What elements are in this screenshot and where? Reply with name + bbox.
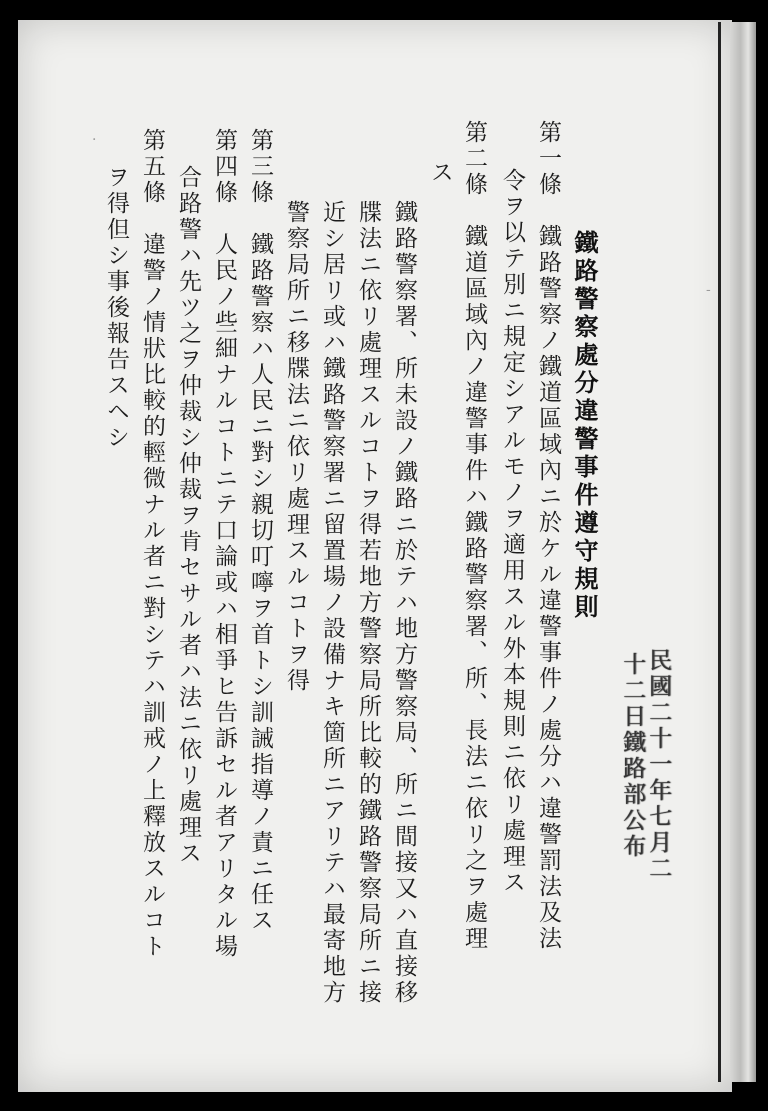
article-3: 第三條 鐵路警察ハ人民ニ對シ親切叮嚀ヲ首トシ訓誡指導ノ責ニ任ス [247, 128, 273, 934]
article-4-line-1: 第四條 人民ノ些細ナルコトニテ口論或ハ相爭ヒ告訴セル者アリタル場 [211, 128, 237, 960]
article-2-line-3: 鐵路警察署、所未設ノ鐵路ニ於テハ地方警察局、所ニ間接又ハ直接移 [391, 200, 417, 1006]
scan-speck: · [92, 132, 97, 148]
article-1-line-1: 第一條 鐵路警察ノ鐵道區域內ニ於ケル違警事件ノ處分ハ違警罰法及法 [535, 120, 561, 952]
adjacent-page-edge [730, 22, 756, 1082]
promulgation-date-line-2: 十二日鐵路部公布 [619, 652, 645, 860]
article-4-line-2: 合路警ハ先ツ之ヲ仲裁シ仲裁ヲ肯セサル者ハ法ニ依リ處理ス [175, 165, 201, 867]
article-2-line-2: ス [427, 160, 453, 186]
article-2-line-1: 第二條 鐵道區域內ノ違警事件ハ鐵路警察署、所、長法ニ依リ之ヲ處理 [461, 120, 487, 952]
article-2-line-4: 牒法ニ依リ處理スルコトヲ得若地方警察局所比較的鐵路警察局所ニ接 [355, 200, 381, 1006]
article-5-line-2: ヲ得但シ事後報告スヘシ [103, 165, 129, 451]
promulgation-date-line-1: 民國二十一年七月二 [645, 648, 671, 882]
article-1-line-2: 令ヲ以テ別ニ規定シアルモノヲ適用スル外本規則ニ依リ處理ス [499, 168, 525, 896]
article-5-line-1: 第五條 違警ノ情狀比較的輕微ナル者ニ對シテハ訓戒ノ上釋放スルコト [139, 128, 165, 960]
article-2-line-6: 警察局所ニ移牒法ニ依リ處理スルコトヲ得 [283, 200, 309, 694]
scan-speck: - [706, 282, 711, 298]
document-title: 鐵路警察處分違警事件遵守規則 [570, 230, 599, 622]
article-2-line-5: 近シ居リ或ハ鐵路警察署ニ留置場ノ設備ナキ箇所ニアリテハ最寄地方 [319, 200, 345, 1006]
page-divider [718, 22, 721, 1082]
